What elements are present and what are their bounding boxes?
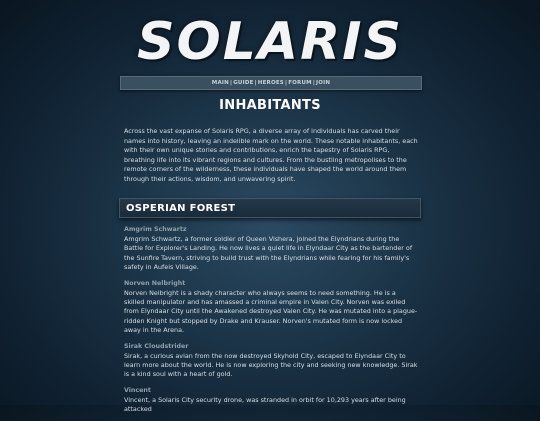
nav-separator: | [254,80,257,86]
nav-separator: | [229,80,233,86]
site-header [0,14,540,70]
inhabitant-entry [124,386,418,415]
inhabitant-description: Sirak, a curious avian from the now destroyed Skyhold City, escaped to Elyndaar City to learn more about the world. He is now exploring the city and seeking new knowledge. Sirak is a kind soul with a heart of gold. [124,351,418,379]
intro-paragraph: Across the vast expanse of Solaris RPG, a diverse array of individuals has carved their names into history, leaving an indelible mark on the world. These notable inhabitants, each with their own unique stories and contributions, enrich the tapestry of Solaris RPG, breathing life into its vibrant regions and cultures. From the bustling metropolises to the remote corners of the wilderness, these individuals have shaped the world around them through their actions, wisdom, and unwavering spirit. [124,127,418,183]
inhabitant-name: Norven Nelbright [124,279,186,287]
inhabitant-description: Amgrim Schwartz, a former soldier of Queen Vishera, joined the Elyndrians during the Battle for Explorer's Landing. He now lives a quiet life in Elyndaar City as the bartender of the Sunfire Tavern, striving to build trust with the Elyndrians while fearing for his family's safety in Aufeis Village. [124,235,413,272]
inhabitant-name: Vincent [124,386,151,394]
inhabitant-description: Norven Nelbright is a shady character who always seems to need something. He is a skilled manipulator and has amassed a criminal empire in Valen City. Norven was exiled from Elyndaar City until the Awakened destroyed Valen City. He was mutated into a plague-ridden Knight but stopped by Drake and Krauser. Norven's mutated form is now locked away in the Arena. [124,288,418,335]
nav-separator: | [312,80,316,86]
nav-link-join[interactable]: JOIN [316,80,331,86]
inhabitant-entry [124,279,418,336]
inhabitant-description: Vincent, a Solaris City security drone, was stranded in orbit for 10,293 years after being attacked [124,395,406,414]
site-logo[interactable]: SOLARIS [137,12,403,72]
nav-link-forum[interactable]: FORUM [288,80,312,86]
inhabitant-list [124,225,418,421]
inhabitant-entry [124,342,418,380]
page-title: INHABITANTS [219,98,321,113]
main-nav [120,76,422,90]
section-title: OSPERIAN FOREST [126,202,236,214]
inhabitant-entry [124,225,418,273]
nav-link-main[interactable]: MAIN [211,80,229,86]
inhabitant-name: Amgrim Schwartz [124,226,187,233]
nav-link-guide[interactable]: GUIDE [233,80,254,86]
nav-separator: | [284,80,288,86]
section-header [119,198,421,218]
inhabitant-name: Sirak Cloudstrider [124,342,189,350]
nav-link-heroes[interactable]: HEROES [257,80,284,86]
